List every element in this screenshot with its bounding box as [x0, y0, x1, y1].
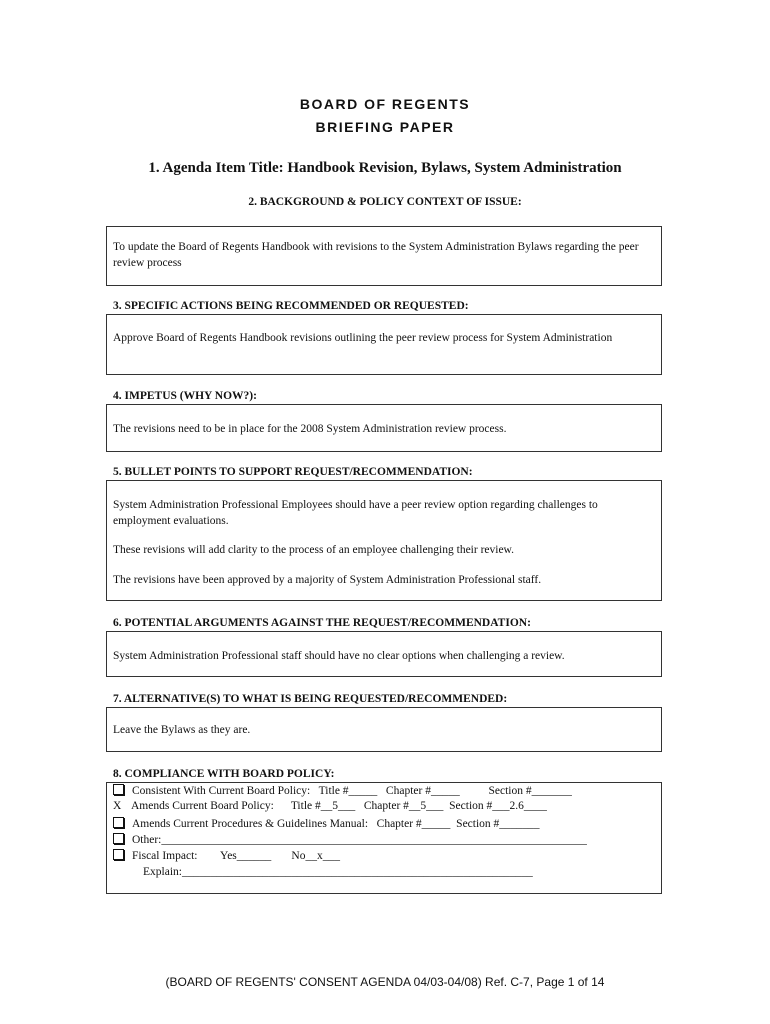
impetus-box	[106, 404, 662, 452]
compliance-line-amends-policy: X Amends Current Board Policy: Title #__5___ Chapter #__5___ Section #___2.6____	[113, 800, 547, 812]
alternatives-section-title: 7. ALTERNATIVE(S) TO WHAT IS BEING REQUESTED/RECOMMENDED:	[113, 693, 508, 705]
header-briefing-paper: BRIEFING PAPER	[315, 119, 455, 135]
bullets-box	[106, 480, 662, 601]
actions-section-title: 3. SPECIFIC ACTIONS BEING RECOMMENDED OR REQUESTED:	[113, 300, 469, 312]
impetus-section-title: 4. IMPETUS (WHY NOW?):	[113, 390, 257, 402]
arguments-text: System Administration Professional staff should have no clear options when challenging a review.	[113, 650, 565, 662]
compliance-line-fiscal-impact: Fiscal Impact: Yes______ No__x___	[113, 849, 340, 862]
actions-text: Approve Board of Regents Handbook revisions outlining the peer review process for System Administration	[113, 332, 613, 344]
alternatives-box	[106, 707, 662, 752]
background-text: To update the Board of Regents Handbook with revisions to the System Administration Bylaws regarding the peer review process	[113, 241, 639, 269]
agenda-item-title: 1. Agenda Item Title: Handbook Revision, Bylaws, System Administration	[148, 160, 622, 176]
page-footer: (BOARD OF REGENTS' CONSENT AGENDA 04/03-04/08) Ref. C-7, Page 1 of 14	[165, 975, 605, 989]
compliance-line-explain: Explain:_____________________________________________________________	[143, 866, 533, 878]
bullet-text-1: System Administration Professional Employees should have a peer review option regarding challenges to employment evaluations.	[113, 499, 598, 527]
background-section-title: 2. BACKGROUND & POLICY CONTEXT OF ISSUE:	[248, 196, 522, 208]
checkbox-fiscal-impact[interactable]	[113, 849, 124, 860]
compliance-line-other: Other:__________________________________________________________________________	[113, 833, 587, 846]
compliance-line-consistent: Consistent With Current Board Policy: Title #_____ Chapter #_____ Section #_______	[113, 784, 572, 797]
checkbox-amends-procedures[interactable]	[113, 817, 124, 828]
checkbox-consistent[interactable]	[113, 784, 124, 795]
compliance-section-title: 8. COMPLIANCE WITH BOARD POLICY:	[113, 768, 335, 780]
actions-box	[106, 314, 662, 375]
header-board-of-regents: BOARD OF REGENTS	[299, 96, 471, 112]
arguments-section-title: 6. POTENTIAL ARGUMENTS AGAINST THE REQUEST/RECOMMENDATION:	[113, 617, 531, 629]
bullet-text-3: The revisions have been approved by a majority of System Administration Professional staff.	[113, 574, 542, 586]
checkbox-other[interactable]	[113, 833, 124, 844]
arguments-box	[106, 631, 662, 677]
bullet-text-2: These revisions will add clarity to the process of an employee challenging their review.	[113, 544, 514, 556]
bullets-section-title: 5. BULLET POINTS TO SUPPORT REQUEST/RECOMMENDATION:	[113, 466, 473, 478]
x-mark: X	[113, 800, 122, 812]
background-box	[106, 226, 662, 286]
compliance-line-amends-procedures: Amends Current Procedures & Guidelines Manual: Chapter #_____ Section #_______	[113, 817, 540, 830]
alternatives-text: Leave the Bylaws as they are.	[113, 724, 251, 736]
impetus-text: The revisions need to be in place for the 2008 System Administration review process.	[113, 423, 507, 435]
